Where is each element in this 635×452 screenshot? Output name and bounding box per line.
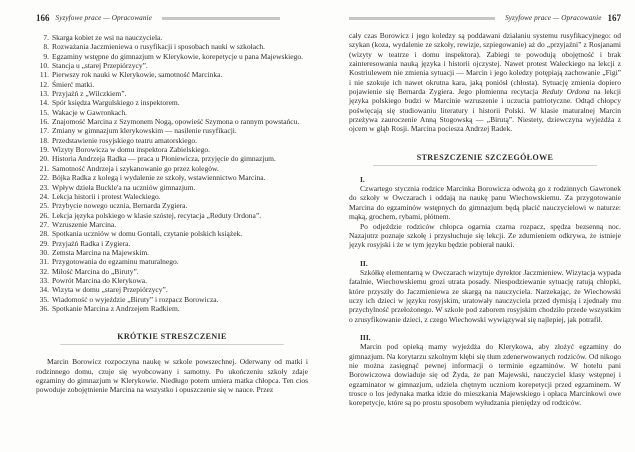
list-item xyxy=(36,229,308,238)
list-item-number: 29. xyxy=(39,238,49,248)
detailed-summary-sections xyxy=(349,175,621,408)
page-right xyxy=(349,0,621,408)
list-item xyxy=(36,89,308,98)
list-item xyxy=(36,126,308,135)
paragraph-text-run: cały czas Borowicz i jego koledzy są poddawani działaniu systemu rusyfikacyjnego: od szykan (koza, wydalenie ze szkoły, rewizje, szpiegowanie) aż do „przyjaźni” z Rosjanami (wizyty w teatrze i domu inspektora). Zabiegi te powodują obojętność i brak zainteresowania nauką języka i historii ojczystej. Nawet protest Waleckiego na lekcji z Kostriulewem nie zmienia sytuacji — Marcin i jego koledzy potępiają zachowanie „Figi” i nie szokuje ich nawet okrutna kara, jaką poniósł (chłosta). Sytuację zmienia dopiero pojawienie się Bernarda Zygiera. Jego płomienna recytacja xyxy=(349,31,621,97)
list-item xyxy=(36,108,308,117)
list-item-number: 24. xyxy=(39,191,49,201)
list-item xyxy=(36,98,308,107)
list-item-number: 12. xyxy=(39,79,49,89)
list-item-text: Pierwszy rok nauki w Klerykowie, samotność Marcinka. xyxy=(52,70,223,80)
detailed-summary-heading-rule xyxy=(373,165,596,166)
list-item-text: Przyjaźń Radka i Zygiera. xyxy=(52,238,131,248)
section-label: II. xyxy=(360,258,368,268)
list-item xyxy=(36,201,308,210)
list-item xyxy=(36,257,308,266)
list-item-number: 11. xyxy=(39,70,49,80)
list-item-text: Historia Andrzeja Radka — praca u Płoniewicza, przyjęcie do gimnazjum. xyxy=(52,154,276,164)
list-item xyxy=(36,239,308,248)
continuation-paragraph xyxy=(349,31,621,134)
section-paragraph: Marcin pod opieką mamy wyjeżdża do Klerykowa, aby złożyć egzaminy do gimnazjum. Na korytarzu szkolnym kłębi się tłum zdenerwowanych rodziców. Od nikogo nie można zasięgnąć pewnej informacji o terminie egzaminów. W hotelu pani Borowiczowa dowiaduje się od Żyda, że pan Majewski, nauczyciel klasy wstępnej i egzaminator w gimnazjum, udziela chętnym uczniom korepetycji przed egzaminem. W trosce o los jedynaka matka idzie do mieszkania Majewskiego i opłaca Marcinkowi owe korepetycje, które są po prostu sposobem wyłudzania pieniędzy od rodziców. xyxy=(349,342,621,408)
section-paragraph: Szkółkę elementarną w Owczarach wizytuje dyrektor Jaczmieniew. Wizytacja wypada fatalnie, Wiechowskiemu grozi utrata posady. Niespodziewanie sytuację ratują chłopki, które przyszły do Jaczmieniewa ze skargą na nauczyciela. Narzekając, że Wiechowski uczy ich dzieci w języku rosyjskim, uratowały nauczyciela przed dymisją i zjednały mu przychylność przełożonego. W szkole pod zaborem rosyjskim chodziło przede wszystkim o zrusyfikowanie dzieci, z czego Wiechowski wywiązywał się najlepiej, jak potrafił. xyxy=(349,267,621,324)
list-item xyxy=(36,211,308,220)
page-number-right: 167 xyxy=(607,13,621,23)
list-item xyxy=(36,192,308,201)
list-item-text: Zmiany w gimnazjum klerykowskim — nasilenie rusyfikacji. xyxy=(52,126,237,136)
list-item-number: 36. xyxy=(39,303,49,313)
list-item-number: 32. xyxy=(39,266,49,276)
list-item-number: 31. xyxy=(39,257,49,267)
short-summary-heading-rule xyxy=(60,344,283,345)
list-item-number: 7. xyxy=(43,33,49,42)
list-item-text: Bójka Radka z kolegą i wydalenie ze szkoły, wstawiennictwo Marcina. xyxy=(52,173,266,183)
header-rule-right xyxy=(349,17,495,20)
list-item xyxy=(36,33,308,42)
list-item xyxy=(36,220,308,229)
list-item xyxy=(36,173,308,182)
list-item-number: 14. xyxy=(39,98,49,108)
list-item-text: Spotkanie Marcina z Andrzejem Radkiem. xyxy=(52,303,180,313)
list-item-number: 19. xyxy=(39,145,49,155)
section-label: I. xyxy=(360,174,365,184)
section-paragraph: Po odjeździe rodziców chłopca ogarnia czarna rozpacz, spędza bezsenną noc. Nazajutrz poznaje szkołę i przysłuchuje się lekcji. Ze zdumieniem odkrywa, że istnieje język rosyjski i że w tym języku będzie pobierał nauki. xyxy=(349,221,621,250)
list-item xyxy=(36,164,308,173)
list-item-text: Rozważania Jaczmieniewa o rusyfikacji i sposobach nauki w szkołach. xyxy=(52,42,266,52)
list-item-text: Lekcja historii i protest Waleckiego. xyxy=(52,191,161,201)
list-item-number: 34. xyxy=(39,285,49,295)
list-item-number: 20. xyxy=(39,154,49,164)
list-item-text: Przybycie nowego ucznia, Bernarda Zygiera. xyxy=(52,201,188,211)
list-item xyxy=(36,117,308,126)
list-item-number: 13. xyxy=(39,89,49,99)
list-item-text: Wiadomość o wyjeździe „Biruty” i rozpacz Borowicza. xyxy=(52,294,219,304)
list-item xyxy=(36,61,308,70)
list-item xyxy=(36,154,308,163)
list-item-number: 16. xyxy=(39,117,49,127)
list-item xyxy=(36,304,308,313)
list-item xyxy=(36,136,308,145)
list-item-text: Wakacje w Gawronkach. xyxy=(52,107,127,117)
list-item-number: 27. xyxy=(39,219,49,229)
page-left xyxy=(36,0,308,395)
list-item xyxy=(36,42,308,51)
detailed-summary-heading: STRESZCZENIE SZCZEGÓŁOWE xyxy=(416,152,554,162)
list-item-number: 17. xyxy=(39,126,49,136)
running-title-left: Syzyfowe prace — Opracowanie xyxy=(55,14,152,22)
header-rule-left xyxy=(162,17,280,20)
list-item xyxy=(36,285,308,294)
list-item-text: Powrót Marcina do Klerykowa. xyxy=(52,275,147,285)
summary-section xyxy=(349,175,621,250)
list-item-text: Przyjaźń z „Wilczkiem”. xyxy=(52,89,127,99)
list-item-text: Spór księdza Wargulskiego z inspektorem. xyxy=(52,98,180,108)
list-item-number: 8. xyxy=(43,42,49,52)
running-title-right: Syzyfowe prace — Opracowanie xyxy=(505,14,602,22)
list-item-number: 30. xyxy=(39,247,49,257)
list-item-text: Śmierć matki. xyxy=(52,79,95,89)
list-item-number: 15. xyxy=(39,107,49,117)
list-item-text: Wizyta w domu „starej Przepiórzycy”. xyxy=(52,285,168,295)
list-item-number: 25. xyxy=(39,201,49,211)
page-header-left xyxy=(36,13,308,23)
list-item-text: Samotność Andrzeja i szykanowanie go przez kolegów. xyxy=(52,163,219,173)
list-item-number: 23. xyxy=(39,182,49,192)
list-item-text: Wzruszenie Marcina. xyxy=(52,219,117,229)
list-item xyxy=(36,145,308,154)
list-item-text: Spotkania uczniów w domu Gontali, czytanie polskich książek. xyxy=(52,229,243,239)
list-item xyxy=(36,80,308,89)
list-item-number: 22. xyxy=(39,173,49,183)
list-item-number: 28. xyxy=(39,229,49,239)
list-item-text: Zemsta Marcina na Majewskim. xyxy=(52,247,150,257)
page-number-left: 166 xyxy=(36,13,50,23)
list-item-number: 21. xyxy=(39,163,49,173)
short-summary-paragraph: Marcin Borowicz rozpoczyna naukę w szkole powszechnej. Oderwany od matki i rodzinnego domu, czuje się wyobcowany i samotny. Po ukończeniu szkoły zdaje egzaminy do gimnazjum w Klerykowie. Niedługo potem umiera matka chłopca. Ten cios powoduje zobojętnienie Marcina na wszystko i opuszczenie się w nauce. Przez xyxy=(36,357,308,395)
short-summary-heading: KRÓTKIE STRESZCZENIE xyxy=(117,332,227,342)
list-item-text: Stancja u „starej Przepiórzycy”. xyxy=(52,61,148,71)
list-item-number: 18. xyxy=(39,135,49,145)
list-item xyxy=(36,276,308,285)
list-item-text: Lekcja języka polskiego w klasie szóstej, recytacja „Reduty Ordona”. xyxy=(52,210,262,220)
list-item xyxy=(36,52,308,61)
plot-points-list xyxy=(36,33,308,313)
list-item-number: 9. xyxy=(43,51,49,61)
list-item xyxy=(36,267,308,276)
list-item-number: 10. xyxy=(39,61,49,71)
list-item xyxy=(36,248,308,257)
page-header-right xyxy=(349,13,621,23)
summary-section xyxy=(349,259,621,324)
list-item-text: Wpływ dzieła Buckle'a na uczniów gimnazjum. xyxy=(52,182,196,192)
list-item-text: Miłość Marcina do „Biruty”. xyxy=(52,266,139,276)
summary-section xyxy=(349,333,621,408)
paragraph-text-run: na lekcji języka polskiego budzi w Marcinie wzruszenie i uczucia patriotyczne. Odtąd chłopcy poświęcają się studiowaniu literatury i historii Polski. W klasie maturalnej Marcin przeżywa zauroczenie Anną Stogowską — „Birutą”. Niestety, dziewczyna wyjeżdża z ojcem w głąb Rosji. Marcina pociesza Andrzej Radek. xyxy=(349,87,621,134)
list-item-number: 26. xyxy=(39,210,49,220)
list-item-number: 35. xyxy=(39,294,49,304)
list-item-text: Przedstawienie rosyjskiego teatru amatorskiego. xyxy=(52,135,197,145)
list-item-text: Egzaminy wstępne do gimnazjum w Klerykowie, korepetycje u pana Majewskiego. xyxy=(52,51,303,61)
list-item-number: 33. xyxy=(39,275,49,285)
list-item-text: Wizyty Borowicza w domu inspektora Zabielskiego. xyxy=(52,145,210,155)
list-item-text: Znajomość Marcina z Szymonem Nogą, opowieść Szymona o rannym powstańcu. xyxy=(52,117,300,127)
section-paragraph: Czwartego stycznia rodzice Marcinka Borowicza odwożą go z rodzinnych Gawronek do szkoły w Owczarach i oddają na naukę panu Wiechowskiemu. Za przygotowanie Marcina do egzaminów wstępnych do gimnazjum będą płacić nauczycielowi w naturze: mąką, grochem, rybami, płótnem. xyxy=(349,184,621,222)
section-label: III. xyxy=(360,332,371,342)
list-item xyxy=(36,70,308,79)
list-item xyxy=(36,295,308,304)
list-item-text: Przygotowania do egzaminu maturalnego. xyxy=(52,257,179,267)
list-item xyxy=(36,183,308,192)
paragraph-text-run: Reduty Ordona xyxy=(541,87,590,97)
list-item-text: Skarga kobiet ze wsi na nauczyciela. xyxy=(52,33,163,42)
